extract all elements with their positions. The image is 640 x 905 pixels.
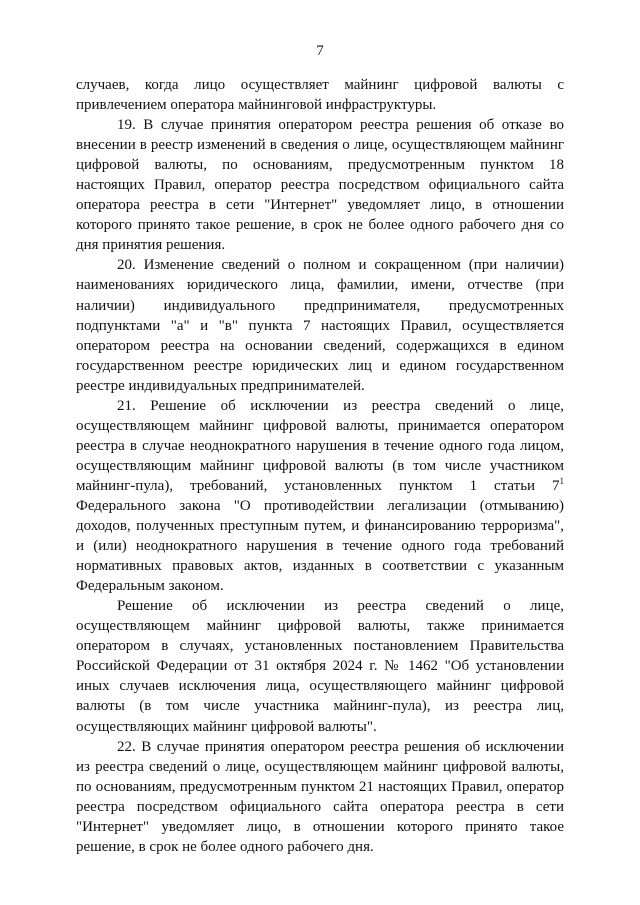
- page-number: 7: [316, 43, 324, 59]
- paragraph-21-text-after: Федерального закона "О противодействии легализации (отмыванию) доходов, полученных преступным путем, и финансированию терроризма", и (или) неоднократного нарушения в течение одного года требований нормативных правовых актов, изданных в соответствии с указанным Федеральным законом.: [76, 497, 564, 595]
- paragraph-22: 22. В случае принятия оператором реестра решения об исключении из реестра сведений о лице, осуществляющем майнинг цифровой валюты, по основаниям, предусмотренным пунктом 21 настоящих Правил, оператор реестра посредством официального сайта оператора реестра в сети "Интернет" уведомляет лицо, в отношении которого принято такое решение, в срок не более одного рабочего дня.: [76, 738, 564, 855]
- paragraph-19: 19. В случае принятия оператором реестра решения об отказе во внесении в реестр изменений в сведения о лице, осуществляющем майнинг цифровой валюты, по основаниям, предусмотренным пунктом 18 настоящих Правил, оператор реестра посредством официального сайта оператора реестра в сети "Интернет" уведомляет лицо, в отношении которого принято такое решение, в срок не более одного рабочего дня со дня принятия решения.: [76, 117, 564, 254]
- document-body: [76, 75, 564, 857]
- paragraph-continuation: случаев, когда лицо осуществляет майнинг цифровой валюты с привлечением оператора майнинговой инфраструктуры.: [76, 77, 564, 114]
- paragraph-20: 20. Изменение сведений о полном и сокращенном (при наличии) наименованиях юридического лица, фамилии, имени, отчестве (при наличии) индивидуального предпринимателя, предусмотренных подпунктами "а" и "в" пункта 7 настоящих Правил, осуществляется оператором реестра на основании сведений, содержащихся в едином государственном реестре юридических лиц и едином государственном реестре индивидуальных предпринимателей.: [76, 257, 564, 394]
- paragraph-21: [76, 396, 564, 596]
- article-superscript: 1: [559, 475, 564, 486]
- paragraph-21-text-before: 21. Решение об исключении из реестра сведений о лице, осуществляющем майнинг цифровой валюты, принимается оператором реестра в случае неоднократного нарушения в течение одного года лицом, осуществляющим майнинг цифровой валюты (в том числе участником майнинг-пула), требований, установленных пунктом 1 статьи 7: [76, 397, 564, 494]
- paragraph-21-second-part: Решение об исключении из реестра сведений о лице, осуществляющем майнинг цифровой валюты, также принимается оператором в случаях, установленных постановлением Правительства Российской Федерации от 31 октября 2024 г. № 1462 "Об установлении иных случаев исключения лица, осуществляющего майнинг цифровой валюты (в том числе участника майнинг-пула), из реестра лиц, осуществляющих майнинг цифровой валюты".: [76, 598, 564, 735]
